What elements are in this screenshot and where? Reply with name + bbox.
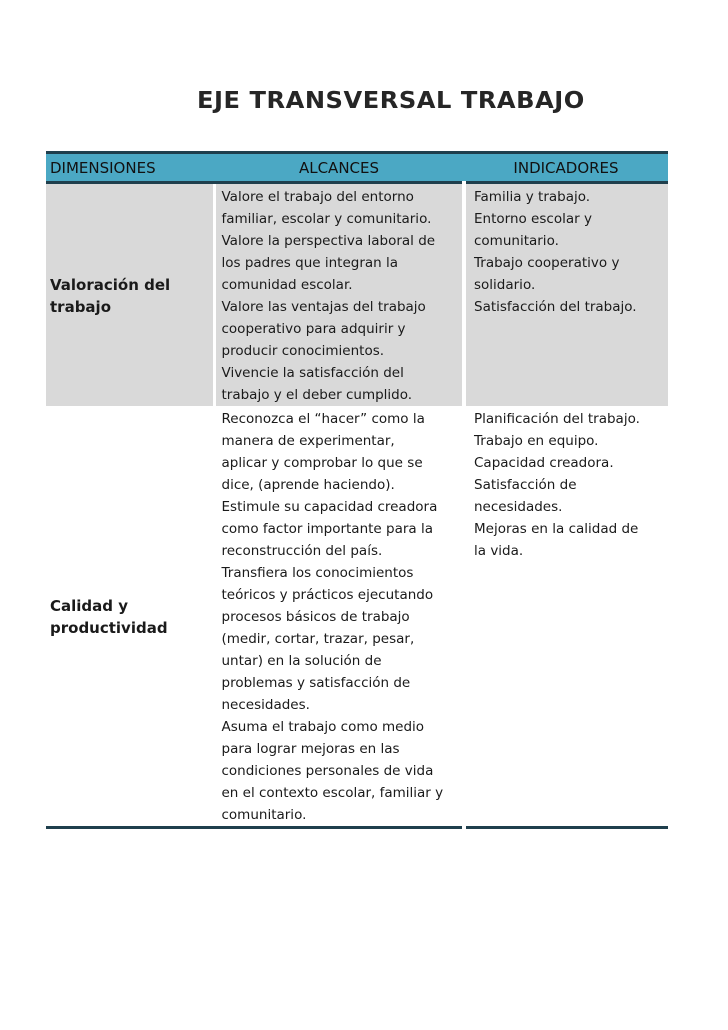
table-header-row bbox=[46, 153, 668, 183]
indicadores-cell bbox=[464, 183, 668, 407]
header-alcances: ALCANCES bbox=[214, 153, 464, 183]
alcance-line: los padres que integran la bbox=[221, 255, 399, 271]
indicadores-cell bbox=[464, 406, 668, 828]
indicador-line: Trabajo en equipo. bbox=[474, 433, 599, 449]
header-dimensiones: DIMENSIONES bbox=[46, 153, 214, 183]
alcance-line: cooperativo para adquirir y bbox=[221, 321, 406, 337]
alcance-line: procesos básicos de trabajo bbox=[221, 609, 410, 625]
alcance-line: producir conocimientos. bbox=[221, 343, 385, 359]
alcance-line: trabajo y el deber cumplido. bbox=[221, 387, 413, 403]
alcance-line: Asuma el trabajo como medio bbox=[221, 719, 425, 735]
alcance-line: para lograr mejoras en las bbox=[221, 741, 400, 757]
indicador-line: Satisfacción del trabajo. bbox=[474, 299, 637, 315]
indicador-line: necesidades. bbox=[474, 499, 563, 515]
dimension-line: trabajo bbox=[50, 298, 111, 316]
alcance-line: Transfiera los conocimientos bbox=[221, 565, 414, 581]
indicador-line: la vida. bbox=[474, 543, 524, 559]
alcance-line: reconstrucción del país. bbox=[221, 543, 383, 559]
table-row bbox=[46, 183, 668, 407]
dimension-cell bbox=[46, 183, 214, 407]
alcance-line: Vivencie la satisfacción del bbox=[221, 365, 404, 381]
indicador-line: solidario. bbox=[474, 277, 536, 293]
alcance-line: teóricos y prácticos ejecutando bbox=[221, 587, 434, 603]
dimension-line: productividad bbox=[50, 619, 168, 637]
indicador-line: Trabajo cooperativo y bbox=[474, 255, 620, 271]
alcance-line: comunidad escolar. bbox=[221, 277, 353, 293]
alcance-line: como factor importante para la bbox=[221, 521, 433, 537]
page-title: EJE TRANSVERSAL TRABAJO bbox=[197, 88, 585, 114]
alcance-line: comunitario. bbox=[221, 807, 307, 823]
alcance-line: Valore la perspectiva laboral de bbox=[221, 233, 436, 249]
indicador-line: Entorno escolar y bbox=[474, 211, 592, 227]
dimension-line: Calidad y bbox=[50, 597, 129, 615]
indicador-line: Familia y trabajo. bbox=[474, 189, 591, 205]
indicador-line: comunitario. bbox=[474, 233, 559, 249]
alcance-line: (medir, cortar, trazar, pesar, bbox=[221, 631, 415, 647]
alcance-line: untar) en la solución de bbox=[221, 653, 382, 669]
dimension-cell bbox=[46, 406, 214, 828]
header-indicadores: INDICADORES bbox=[464, 153, 668, 183]
alcance-line: Valore las ventajas del trabajo bbox=[221, 299, 426, 315]
alcance-line: Estimule su capacidad creadora bbox=[221, 499, 438, 515]
indicador-line: Mejoras en la calidad de bbox=[474, 521, 639, 537]
alcance-line: aplicar y comprobar lo que se bbox=[221, 455, 423, 471]
indicador-line: Satisfacción de bbox=[474, 477, 577, 493]
alcance-line: manera de experimentar, bbox=[221, 433, 395, 449]
transversal-axis-table bbox=[46, 151, 668, 829]
alcances-cell bbox=[214, 406, 464, 828]
alcance-line: en el contexto escolar, familiar y bbox=[221, 785, 444, 801]
alcances-cell bbox=[214, 183, 464, 407]
alcance-line: dice, (aprende haciendo). bbox=[221, 477, 395, 493]
alcance-line: necesidades. bbox=[221, 697, 310, 713]
alcance-line: familiar, escolar y comunitario. bbox=[221, 211, 432, 227]
alcance-line: condiciones personales de vida bbox=[221, 763, 434, 779]
dimension-line: Valoración del bbox=[50, 276, 171, 294]
alcance-line: problemas y satisfacción de bbox=[221, 675, 411, 691]
indicador-line: Capacidad creadora. bbox=[474, 455, 614, 471]
alcance-line: Reconozca el “hacer” como la bbox=[221, 411, 425, 427]
alcance-line: Valore el trabajo del entorno bbox=[221, 189, 414, 205]
indicador-line: Planificación del trabajo. bbox=[474, 411, 640, 427]
table-row bbox=[46, 406, 668, 828]
